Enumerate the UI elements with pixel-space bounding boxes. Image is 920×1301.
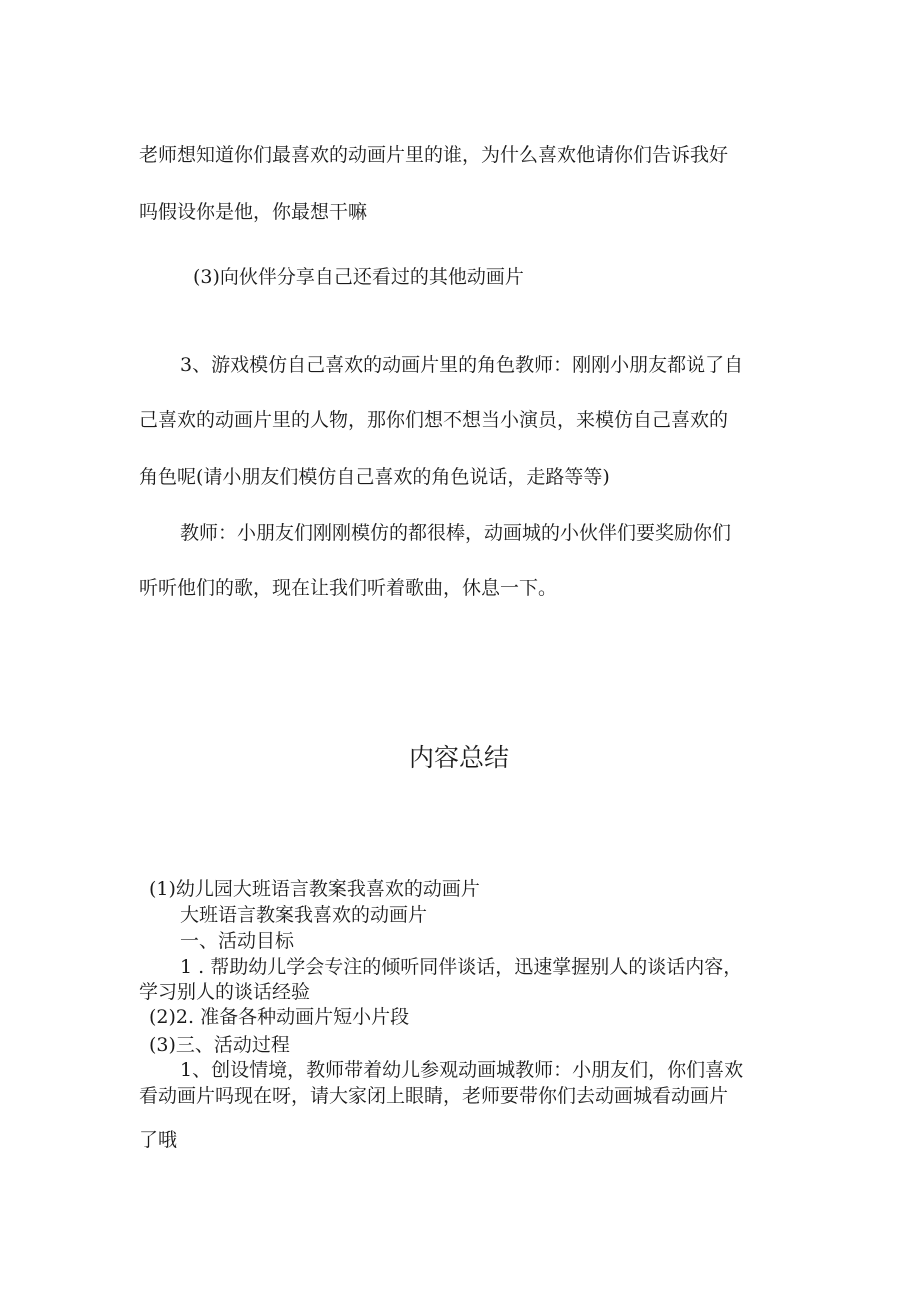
summary-line: 大班语言教案我喜欢的动画片 xyxy=(180,904,428,926)
summary-line: 学习别人的谈话经验 xyxy=(139,981,311,1003)
paragraph-line: 听听他们的歌，现在让我们听着歌曲，休息一下。 xyxy=(139,577,558,599)
paragraph-line: (3)向伙伴分享自己还看过的其他动画片 xyxy=(193,266,524,288)
paragraph-line: 己喜欢的动画片里的人物，那你们想不想当小演员，来模仿自己喜欢的 xyxy=(139,409,729,431)
summary-line: 1、创设情境，教师带着幼儿参观动画城教师：小朋友们，你们喜欢 xyxy=(180,1059,744,1081)
paragraph-line: 角色呢(请小朋友们模仿自己喜欢的角色说话，走路等等) xyxy=(139,466,610,488)
paragraph-line: 3、游戏模仿自己喜欢的动画片里的角色教师：刚刚小朋友都说了自 xyxy=(180,354,744,376)
summary-line: 一、活动目标 xyxy=(180,930,295,952)
paragraph-line: 老师想知道你们最喜欢的动画片里的谁，为什么喜欢他请你们告诉我好 xyxy=(139,144,729,166)
summary-line: 看动画片吗现在呀，请大家闭上眼睛，老师要带你们去动画城看动画片 xyxy=(139,1085,729,1107)
summary-line: (1)幼儿园大班语言教案我喜欢的动画片 xyxy=(149,878,480,900)
paragraph-line: 吗假设你是他，你最想干嘛 xyxy=(139,201,368,223)
summary-line: (3)三、活动过程 xyxy=(149,1034,290,1056)
summary-line: 1 . 帮助幼儿学会专注的倾听同伴谈话，迅速掌握别人的谈话内容， xyxy=(180,956,743,978)
paragraph-line: 教师：小朋友们刚刚模仿的都很棒，动画城的小伙伴们要奖励你们 xyxy=(180,522,732,544)
section-title: 内容总结 xyxy=(409,743,510,772)
summary-line: (2)2. 准备各种动画片短小片段 xyxy=(149,1006,410,1028)
summary-line: 了哦 xyxy=(139,1129,178,1151)
